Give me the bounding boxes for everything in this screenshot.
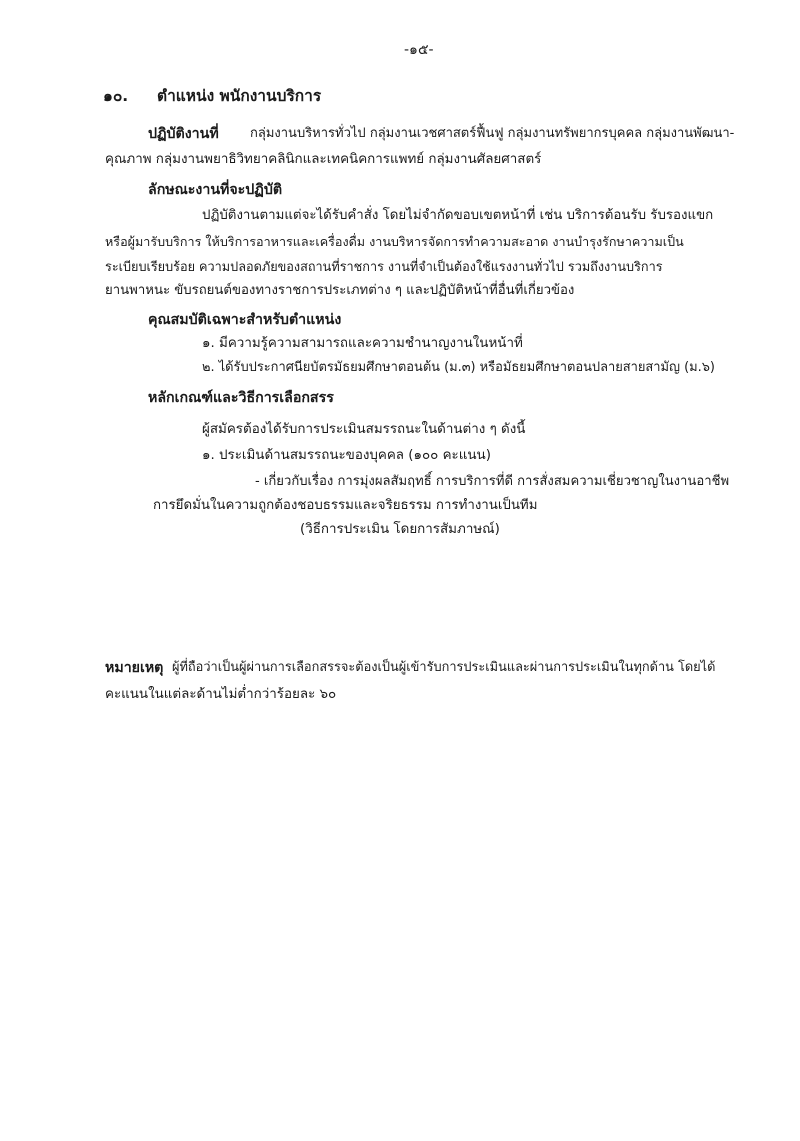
position-number: ๑๐. xyxy=(103,87,129,105)
qualifications-heading: คุณสมบัติเฉพาะสำหรับตำแหน่ง xyxy=(148,312,342,328)
selection-detail-line-1: - เกี่ยวกับเรื่อง การมุ่งผลสัมฤทธิ์ การบริการที่ดี การสั่งสมความเชี่ยวชาญในงานอาชีพ xyxy=(255,474,730,489)
work-unit-label: ปฏิบัติงานที่ xyxy=(148,126,219,142)
selection-item-1: ๑. ประเมินด้านสมรรถนะของบุคคล (๑๐๐ คะแนน) xyxy=(202,448,491,463)
selection-method: (วิธีการประเมิน โดยการสัมภาษณ์) xyxy=(300,522,500,537)
duties-heading: ลักษณะงานที่จะปฏิบัติ xyxy=(148,182,283,198)
page-number: -๑๕- xyxy=(404,42,434,58)
note-line-1: ผู้ที่ถือว่าเป็นผู้ผ่านการเลือกสรรจะต้องเป็นผู้เข้ารับการประเมินและผ่านการประเมินในทุกด้าน โดยได้ xyxy=(172,660,716,675)
position-title: ตำแหน่ง พนักงานบริการ xyxy=(157,87,322,105)
duties-line-1: ปฏิบัติงานตามแต่จะได้รับคำสั่ง โดยไม่จำกัดขอบเขตหน้าที่ เช่น บริการต้อนรับ รับรองแขก xyxy=(202,208,714,223)
qualification-item-2: ๒. ได้รับประกาศนียบัตรมัธยมศึกษาตอนต้น (ม.๓) หรือมัธยมศึกษาตอนปลายสายสามัญ (ม.๖) xyxy=(202,360,715,375)
selection-intro: ผู้สมัครต้องได้รับการประเมินสมรรถนะในด้านต่าง ๆ ดังนี้ xyxy=(202,422,526,437)
note-line-2: คะแนนในแต่ละด้านไม่ต่ำกว่าร้อยละ ๖๐ xyxy=(105,687,337,702)
selection-heading: หลักเกณฑ์และวิธีการเลือกสรร xyxy=(148,390,334,406)
selection-detail-line-2: การยึดมั่นในความถูกต้องชอบธรรมและจริยธรรม การทำงานเป็นทีม xyxy=(153,498,538,513)
work-unit-line-2: คุณภาพ กลุ่มงานพยาธิวิทยาคลินิกและเทคนิคการแพทย์ กลุ่มงานศัลยศาสตร์ xyxy=(105,152,542,167)
note-label: หมายเหตุ xyxy=(105,660,164,676)
duties-line-3: ระเบียบเรียบร้อย ความปลอดภัยของสถานที่ราชการ งานที่จำเป็นต้องใช้แรงงานทั่วไป รวมถึงงานบริการ xyxy=(105,259,663,274)
qualification-item-1: ๑. มีความรู้ความสามารถและความชำนาญงานในหน้าที่ xyxy=(202,336,523,351)
work-unit-line-1: กลุ่มงานบริหารทั่วไป กลุ่มงานเวชศาสตร์ฟื้นฟู กลุ่มงานทรัพยากรบุคคล กลุ่มงานพัฒนา- xyxy=(250,126,735,141)
duties-line-4: ยานพาหนะ ขับรถยนต์ของทางราชการประเภทต่าง ๆ และปฏิบัติหน้าที่อื่นที่เกี่ยวข้อง xyxy=(105,283,575,298)
duties-line-2: หรือผู้มารับบริการ ให้บริการอาหารและเครื่องดื่ม งานบริหารจัดการทำความสะอาด งานบำรุงรักษาความเป็น xyxy=(105,234,684,249)
